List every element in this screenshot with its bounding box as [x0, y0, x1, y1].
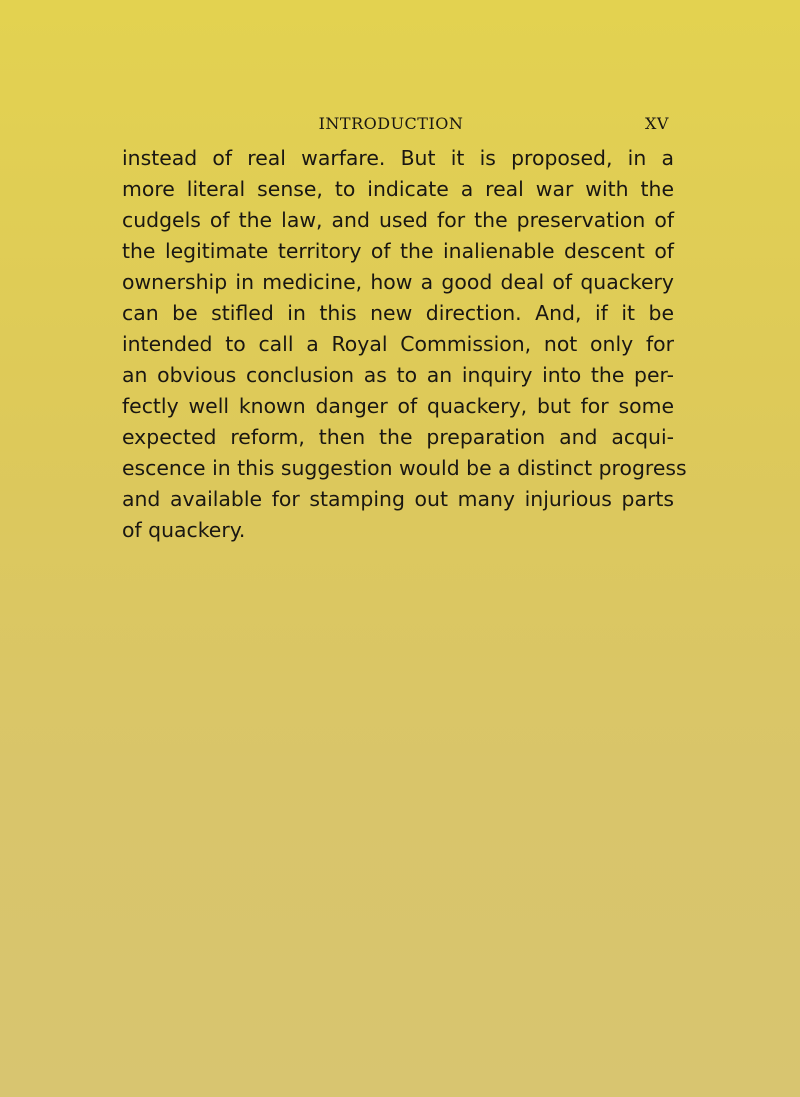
body-paragraph — [122, 143, 687, 546]
text-line: instead of real warfare. But it is proposed, in a — [122, 146, 674, 170]
text-line: of quackery. — [122, 518, 246, 542]
text-line: intended to call a Royal Commission, not only for — [122, 332, 674, 356]
text-line: escence in this suggestion would be a distinct progress — [122, 456, 687, 480]
running-head — [0, 114, 800, 138]
text-line: ownership in medicine, how a good deal of quackery — [122, 270, 674, 294]
text-line: more literal sense, to indicate a real war with the — [122, 177, 674, 201]
text-line: can be stifled in this new direction. And, if it be — [122, 301, 674, 325]
text-line: an obvious conclusion as to an inquiry into the per- — [122, 363, 674, 387]
text-line: cudgels of the law, and used for the preservation of — [122, 208, 674, 232]
text-line: fectly well known danger of quackery, but for some — [122, 394, 674, 418]
page-number: XV — [645, 114, 669, 133]
text-line: expected reform, then the preparation and acqui- — [122, 425, 674, 449]
text-line: the legitimate territory of the inalienable descent of — [122, 239, 674, 263]
text-line: and available for stamping out many injurious parts — [122, 487, 674, 511]
running-title: INTRODUCTION — [318, 114, 464, 133]
